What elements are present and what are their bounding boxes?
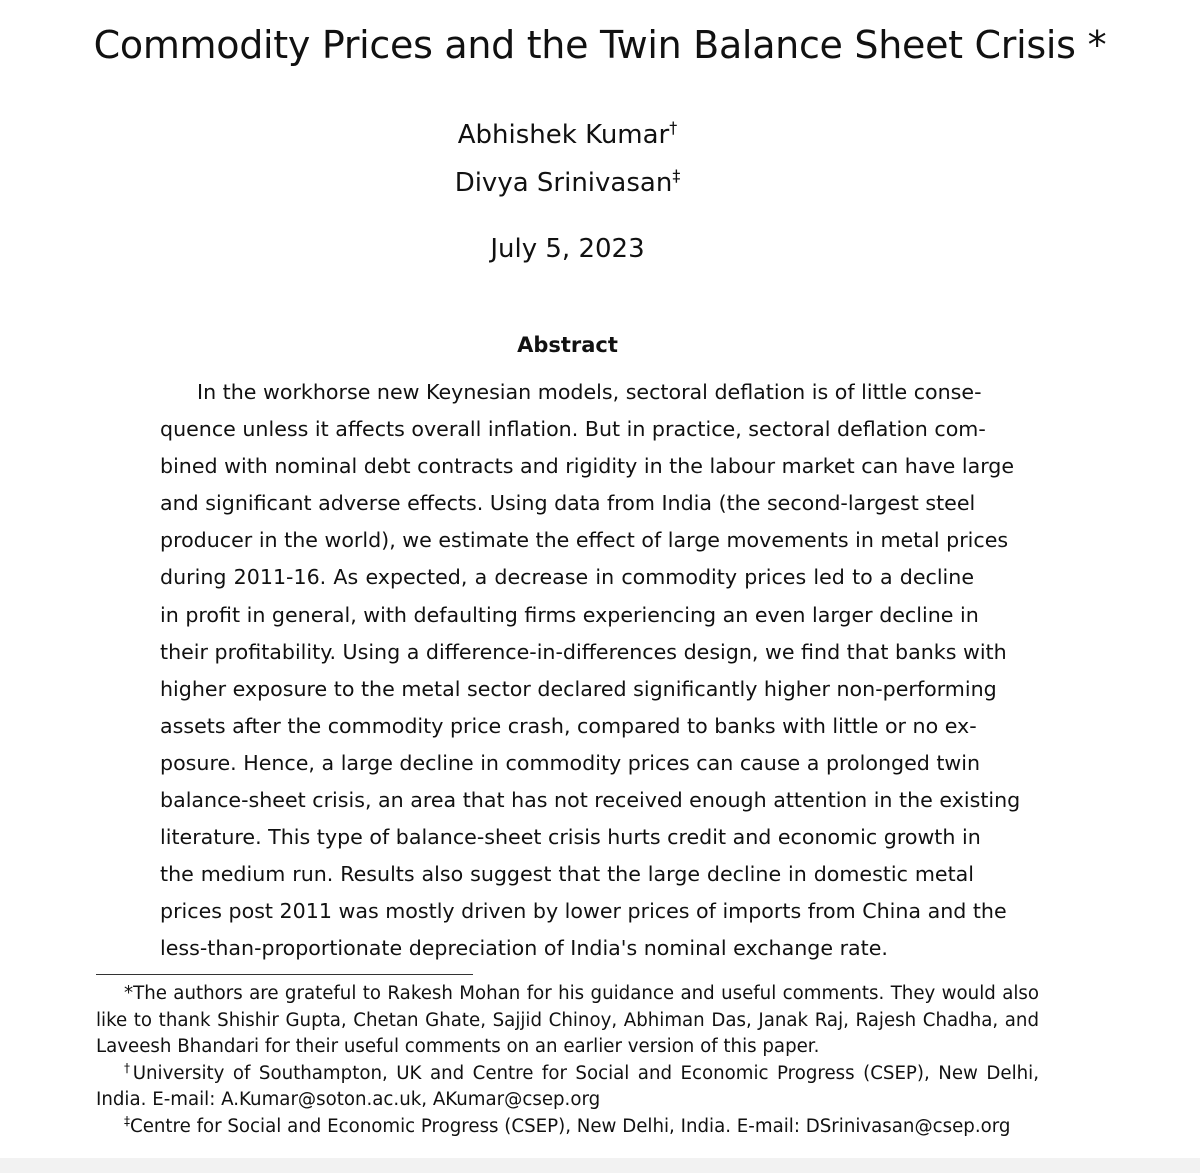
abstract-line: assets after the commodity price crash, compared to banks with little or no ex-: [160, 713, 977, 738]
author-2-name: Divya Srinivasan: [454, 168, 673, 198]
abstract-heading: Abstract: [517, 333, 618, 357]
abstract-line: their profitability. Using a difference-in-differences design, we find that banks with: [160, 639, 1007, 664]
author-1: [0, 118, 1135, 152]
footnote-acknowledgement-line: like to thank Shishir Gupta, Chetan Ghate, Sajjid Chinoy, Abhiman Das, Janak Raj, Rajesh Chadha, and: [96, 1009, 1039, 1031]
paper-title: [60, 20, 1140, 70]
abstract-line: and significant adverse effects. Using data from India (the second-largest steel: [160, 491, 976, 516]
footnote-author-2-text: Centre for Social and Economic Progress (CSEP), New Delhi, India. E-mail: DSrinivasan@csep.org: [130, 1115, 1011, 1137]
footnote-author-2-mark: ‡: [124, 1113, 130, 1128]
footnote-author-2-line: [96, 1114, 1039, 1141]
footnotes: [96, 981, 1039, 1140]
footnote-author-1-line: India. E-mail: A.Kumar@soton.ac.uk, AKumar@csep.org: [96, 1089, 601, 1110]
author-1-name: Abhishek Kumar: [457, 120, 670, 150]
footnote-acknowledgement-mark: *: [124, 983, 134, 1004]
footnote-author-1-mark: †: [124, 1060, 133, 1075]
abstract-line: less-than-proportionate depreciation of India's nominal exchange rate.: [160, 936, 888, 961]
abstract-line: during 2011-16. As expected, a decrease in commodity prices led to a decline: [160, 565, 974, 590]
title-footnote-mark: *: [1087, 23, 1107, 67]
abstract-line: quence unless it affects overall inflation. But in practice, sectoral deflation com-: [160, 417, 986, 442]
footnote-author-1-line: [96, 1061, 1039, 1088]
abstract-body: [160, 374, 1021, 968]
author-2: [0, 166, 1135, 200]
footnote-author-1-text: University of Southampton, UK and Centre for Social and Economic Progress (CSEP), New Delhi,: [132, 1062, 1040, 1084]
page-bottom-edge: [0, 1158, 1200, 1173]
abstract-line: producer in the world), we estimate the effect of large movements in metal prices: [160, 528, 1009, 553]
abstract-line: the medium run. Results also suggest that the large decline in domestic metal: [160, 862, 974, 887]
footnote-acknowledgement-line: Laveesh Bhandari for their useful comments on an earlier version of this paper.: [96, 1036, 820, 1057]
abstract-line: higher exposure to the metal sector declared significantly higher non-performing: [160, 676, 997, 701]
footnote-acknowledgement-line: [96, 981, 1039, 1008]
paper-date: July 5, 2023: [490, 234, 645, 264]
abstract-line: literature. This type of balance-sheet crisis hurts credit and economic growth in: [160, 825, 981, 850]
abstract-line: posure. Hence, a large decline in commodity prices can cause a prolonged twin: [160, 750, 981, 775]
footnote-acknowledgement-text: The authors are grateful to Rakesh Mohan for his guidance and useful comments. They would also: [133, 983, 1039, 1004]
paper-title-text: Commodity Prices and the Twin Balance Sheet Crisis: [93, 23, 1076, 67]
abstract-line: balance-sheet crisis, an area that has not received enough attention in the existing: [160, 788, 1021, 813]
abstract-line: in profit in general, with defaulting firms experiencing an even larger decline in: [160, 602, 979, 627]
abstract-line: bined with nominal debt contracts and rigidity in the labour market can have large: [160, 454, 1015, 479]
author-1-footnote-mark: †: [669, 118, 678, 137]
author-2-footnote-mark: ‡: [672, 166, 681, 185]
abstract-line: In the workhorse new Keynesian models, sectoral deflation is of little conse-: [197, 380, 982, 404]
footnote-divider: [96, 974, 473, 975]
abstract-line: prices post 2011 was mostly driven by lower prices of imports from China and the: [160, 899, 1007, 924]
